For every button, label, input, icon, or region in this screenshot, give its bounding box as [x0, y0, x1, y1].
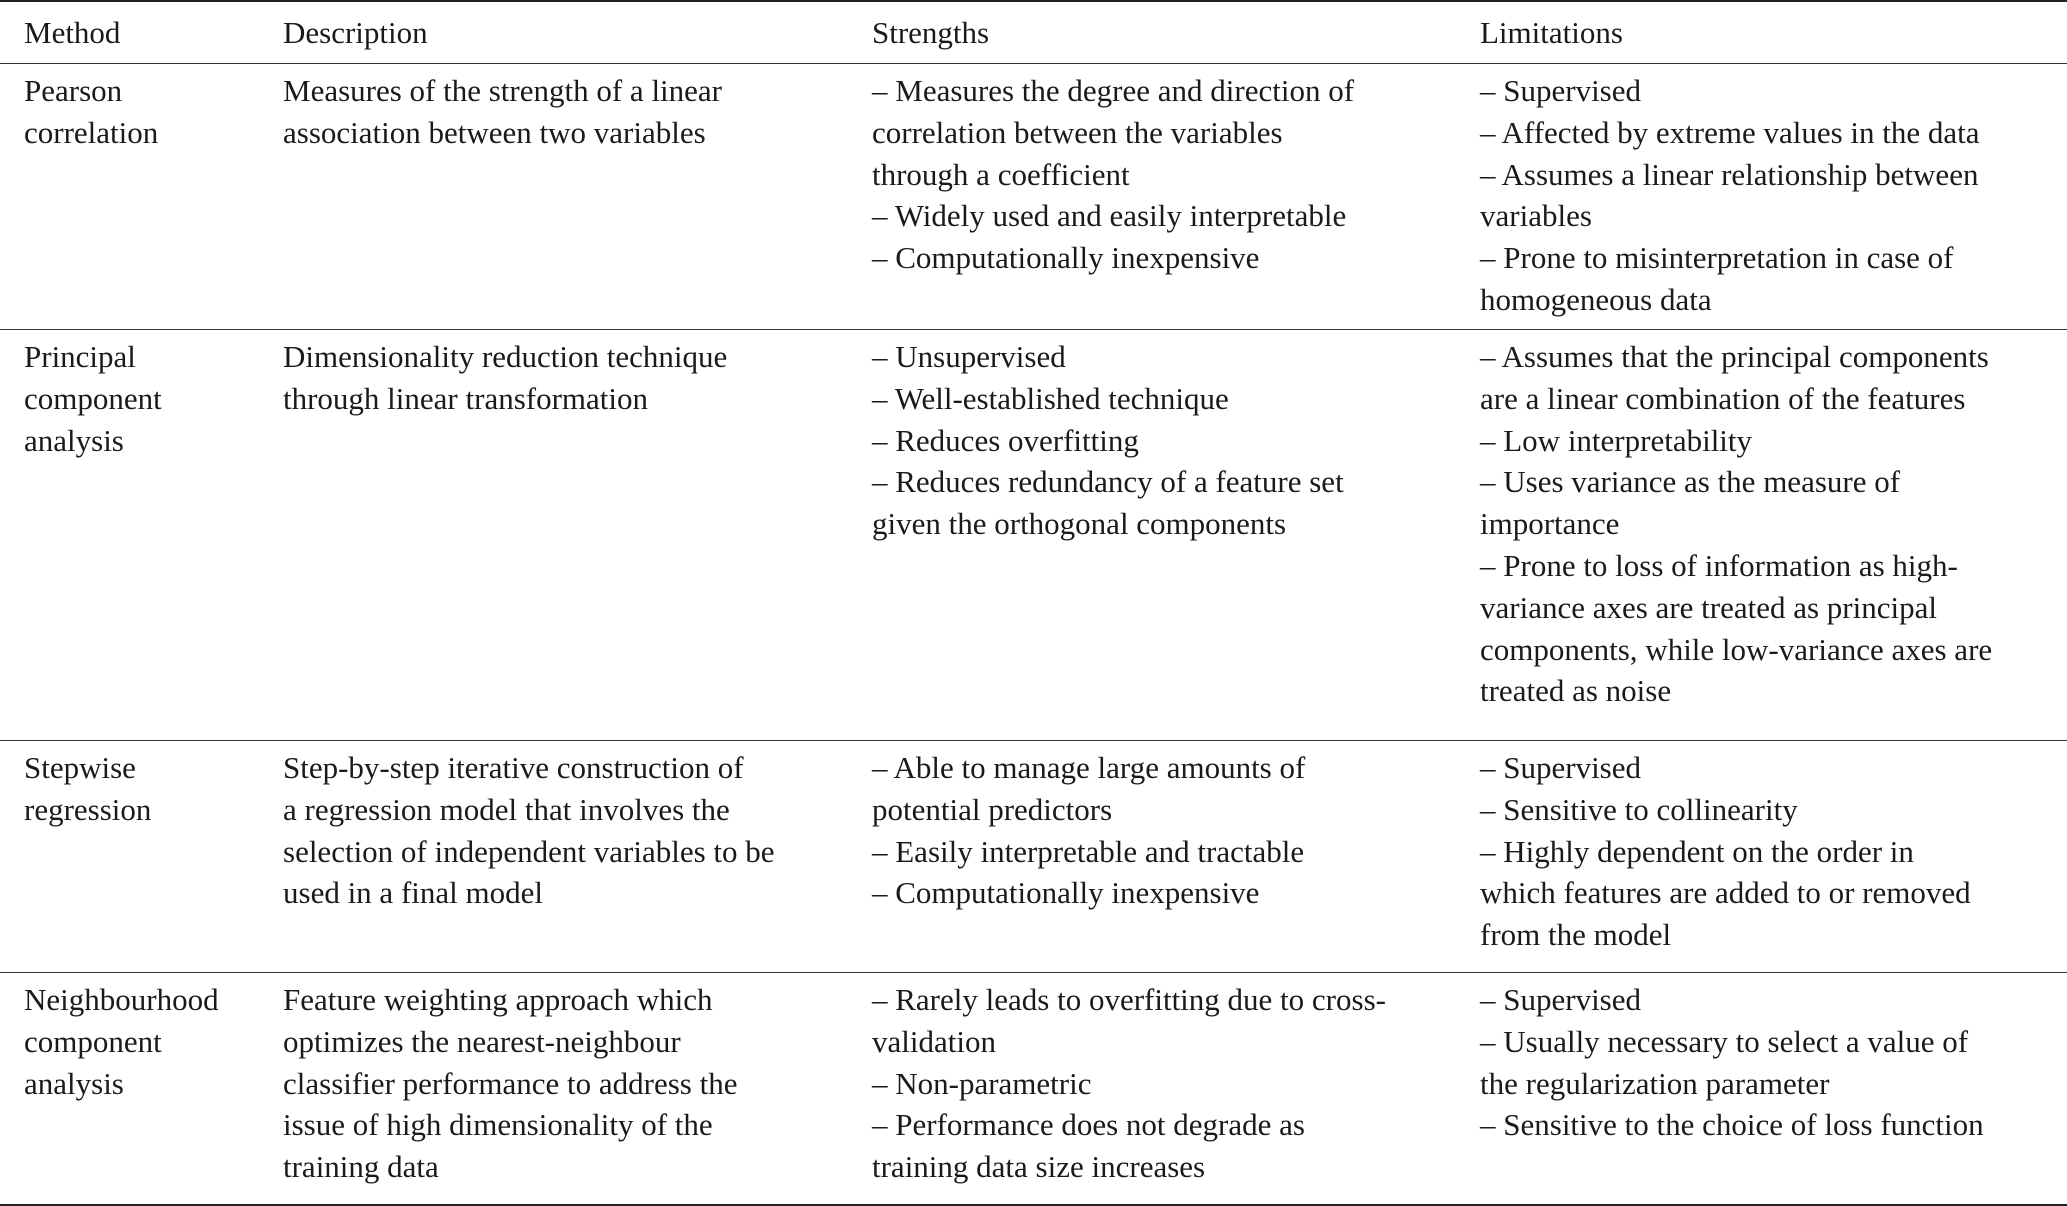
- header-strengths: Strengths: [872, 15, 990, 50]
- table-header-row: [0, 2, 2067, 64]
- description-line: classifier performance to address the: [283, 1065, 738, 1101]
- strengths-line: – Measures the degree and direction of: [872, 73, 1355, 108]
- strengths-line: – Computationally inexpensive: [872, 240, 1260, 276]
- limitations-cell: [1460, 64, 2067, 329]
- strengths-line: validation: [872, 1023, 996, 1059]
- limitations-line: which features are added to or removed: [1480, 875, 1971, 911]
- strengths-line: – Unsupervised: [872, 339, 1066, 374]
- limitations-line: – Assumes a linear relationship between: [1480, 156, 1979, 192]
- limitations-line: – Sensitive to the choice of loss function: [1480, 1107, 1984, 1143]
- limitations-line: – Supervised: [1480, 73, 1642, 108]
- strengths-line: – Computationally inexpensive: [872, 875, 1260, 911]
- strengths-line: – Able to manage large amounts of: [872, 750, 1306, 785]
- limitations-line: – Low interpretability: [1480, 422, 1753, 458]
- strengths-cell: [848, 330, 1460, 740]
- limitations-line: – Highly dependent on the order in: [1480, 833, 1914, 869]
- description-line: Feature weighting approach which: [283, 982, 713, 1017]
- header-limitations: Limitations: [1480, 15, 1623, 50]
- strengths-line: training data size increases: [872, 1149, 1206, 1185]
- strengths-line: – Performance does not degrade as: [872, 1107, 1305, 1143]
- strengths-line: – Easily interpretable and tractable: [872, 833, 1305, 869]
- strengths-cell: [848, 973, 1460, 1204]
- description-line: Dimensionality reduction technique: [283, 339, 728, 374]
- limitations-line: components, while low-variance axes are: [1480, 631, 1993, 667]
- description-line: through linear transformation: [283, 380, 649, 416]
- method-line: component: [24, 380, 162, 416]
- method-line: regression: [24, 791, 152, 827]
- description-line: association between two variables: [283, 114, 706, 150]
- strengths-line: given the orthogonal components: [872, 506, 1287, 542]
- strengths-line: potential predictors: [872, 791, 1113, 827]
- limitations-line: the regularization parameter: [1480, 1065, 1830, 1101]
- limitations-line: homogeneous data: [1480, 281, 1712, 317]
- limitations-line: – Sensitive to collinearity: [1480, 791, 1798, 827]
- limitations-cell: [1460, 330, 2067, 740]
- limitations-line: – Assumes that the principal components: [1480, 339, 1989, 374]
- table-row: [0, 741, 2067, 973]
- strengths-line: – Rarely leads to overfitting due to cross-: [872, 982, 1386, 1017]
- limitations-line: from the model: [1480, 917, 1672, 953]
- method-line: Principal: [24, 339, 136, 374]
- limitations-line: – Affected by extreme values in the data: [1480, 114, 1980, 150]
- method-cell: [0, 330, 260, 740]
- limitations-line: – Usually necessary to select a value of: [1480, 1023, 1969, 1059]
- description-cell: [260, 330, 848, 740]
- limitations-line: – Supervised: [1480, 982, 1642, 1017]
- method-line: analysis: [24, 1065, 124, 1101]
- description-line: a regression model that involves the: [283, 791, 730, 827]
- table-row: [0, 973, 2067, 1206]
- description-line: issue of high dimensionality of the: [283, 1107, 713, 1143]
- header-description: Description: [283, 15, 428, 50]
- strengths-cell: [848, 741, 1460, 972]
- strengths-line: – Reduces overfitting: [872, 422, 1139, 458]
- limitations-line: variance axes are treated as principal: [1480, 589, 1937, 625]
- description-line: selection of independent variables to be: [283, 833, 775, 869]
- table-row: [0, 330, 2067, 741]
- method-cell: [0, 973, 260, 1204]
- method-cell: [0, 64, 260, 329]
- header-method: Method: [24, 15, 121, 50]
- limitations-line: are a linear combination of the features: [1480, 380, 1966, 416]
- description-cell: [260, 64, 848, 329]
- description-line: used in a final model: [283, 875, 543, 911]
- description-cell: [260, 973, 848, 1204]
- strengths-line: – Well-established technique: [872, 380, 1229, 416]
- limitations-line: importance: [1480, 506, 1620, 542]
- strengths-line: – Reduces redundancy of a feature set: [872, 464, 1344, 500]
- limitations-line: – Supervised: [1480, 750, 1642, 785]
- strengths-line: through a coefficient: [872, 156, 1130, 192]
- limitations-line: treated as noise: [1480, 673, 1672, 709]
- description-line: optimizes the nearest-neighbour: [283, 1023, 681, 1059]
- description-line: Step-by-step iterative construction of: [283, 750, 744, 785]
- limitations-line: – Uses variance as the measure of: [1480, 464, 1901, 500]
- table-row: [0, 64, 2067, 330]
- strengths-cell: [848, 64, 1460, 329]
- description-line: Measures of the strength of a linear: [283, 73, 723, 108]
- limitations-line: – Prone to loss of information as high-: [1480, 547, 1958, 583]
- strengths-line: correlation between the variables: [872, 114, 1283, 150]
- strengths-line: – Non-parametric: [872, 1065, 1092, 1101]
- method-line: Stepwise: [24, 750, 136, 785]
- limitations-cell: [1460, 973, 2067, 1204]
- method-line: Neighbourhood: [24, 982, 219, 1017]
- limitations-cell: [1460, 741, 2067, 972]
- strengths-line: – Widely used and easily interpretable: [872, 198, 1347, 234]
- limitations-line: – Prone to misinterpretation in case of: [1480, 240, 1954, 276]
- limitations-line: variables: [1480, 198, 1592, 234]
- method-line: correlation: [24, 114, 159, 150]
- method-line: analysis: [24, 422, 124, 458]
- method-cell: [0, 741, 260, 972]
- method-line: Pearson: [24, 73, 123, 108]
- method-line: component: [24, 1023, 162, 1059]
- description-cell: [260, 741, 848, 972]
- description-line: training data: [283, 1149, 439, 1185]
